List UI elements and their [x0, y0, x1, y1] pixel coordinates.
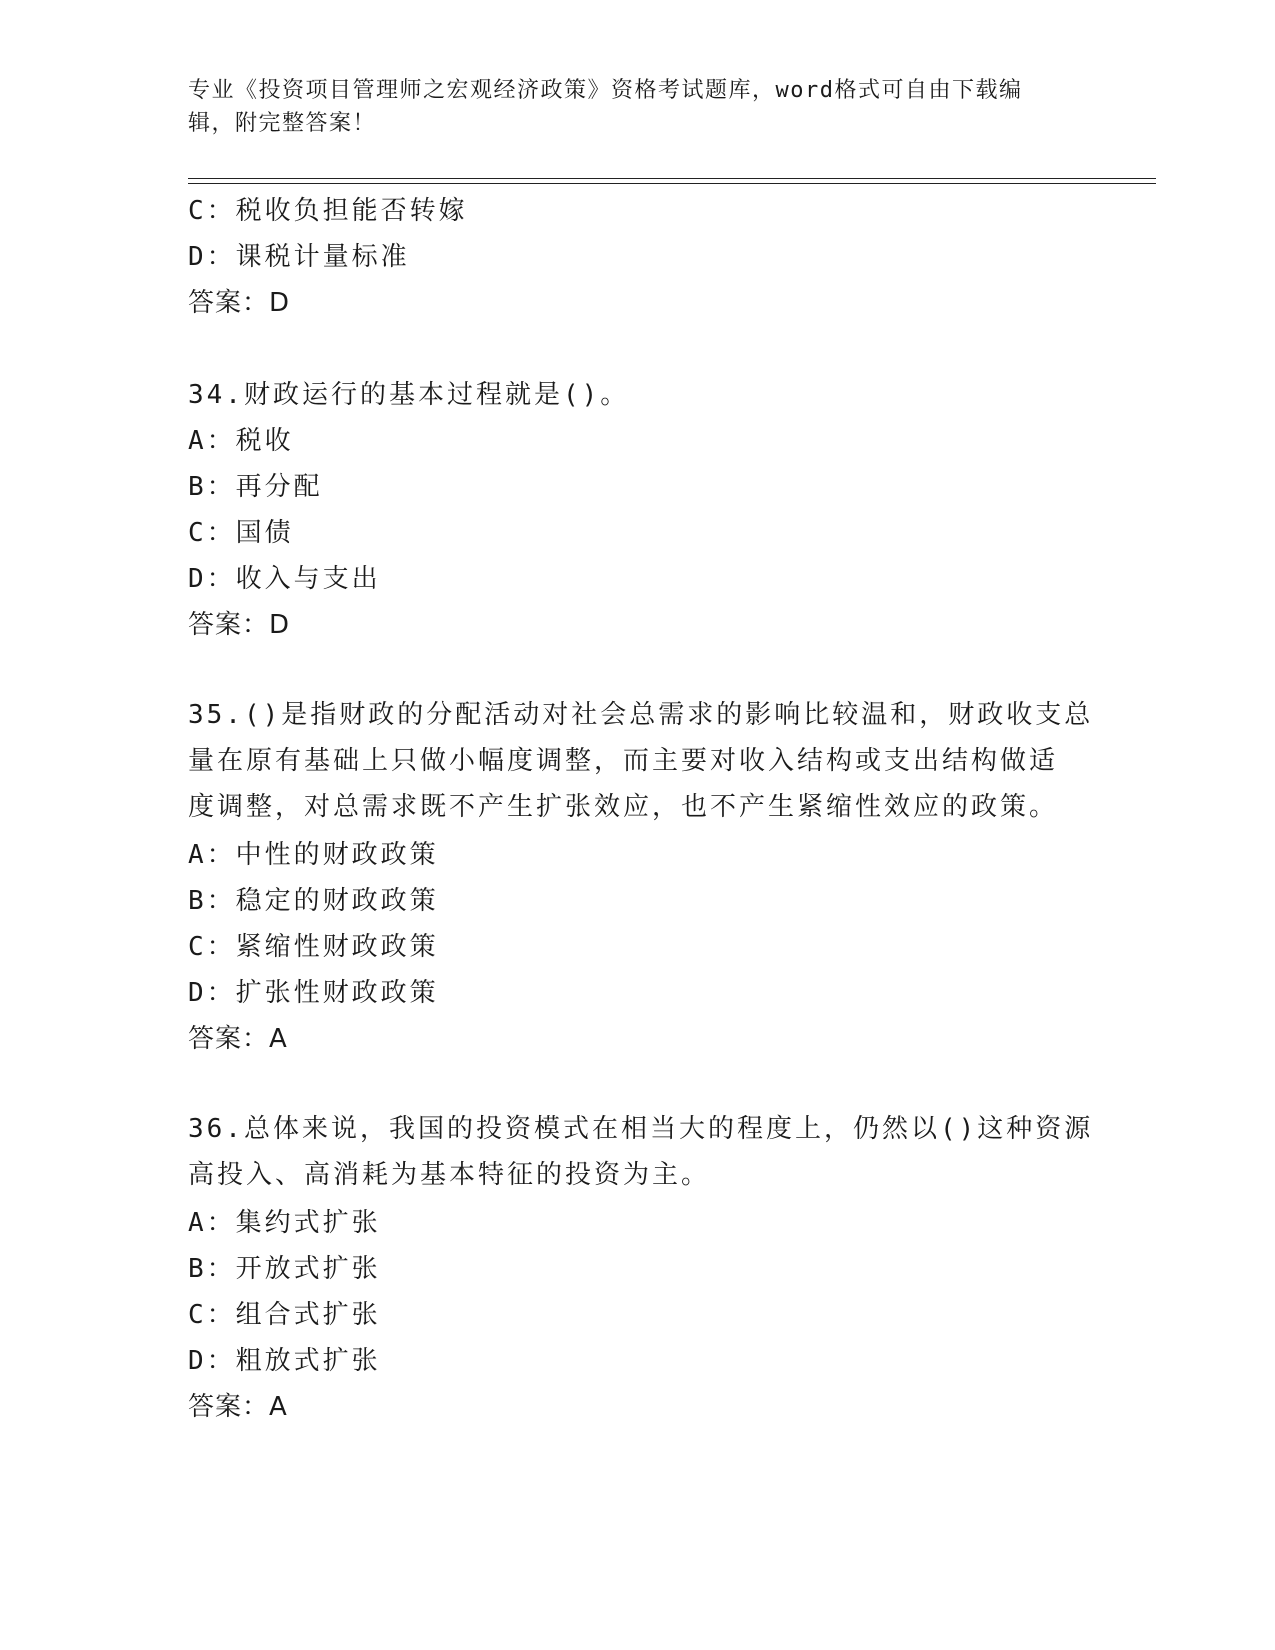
spacer	[188, 326, 1088, 372]
question-stem-line-1: 35.()是指财政的分配活动对社会总需求的影响比较温和，财政收支总	[188, 700, 1094, 730]
option-b: B：再分配	[188, 472, 323, 502]
option-d: D：粗放式扩张	[188, 1346, 381, 1376]
spacer	[188, 1062, 1088, 1108]
header-line-1: 专业《投资项目管理师之宏观经济政策》资格考试题库，word格式可自由下载编	[188, 78, 1023, 103]
option-a: A：集约式扩张	[188, 1208, 381, 1238]
question-stem-line-2: 量在原有基础上只做小幅度调整，而主要对收入结构或支出结构做适	[188, 746, 1059, 776]
option-b: B：稳定的财政政策	[188, 886, 439, 916]
question-stem-line-3: 度调整，对总需求既不产生扩张效应，也不产生紧缩性效应的政策。	[188, 792, 1059, 822]
header-divider-top	[188, 178, 1156, 179]
answer: 答案：A	[188, 1392, 288, 1422]
option-c: C：紧缩性财政政策	[188, 932, 439, 962]
question-stem-line-2: 高投入、高消耗为基本特征的投资为主。	[188, 1160, 711, 1190]
option-a: A：中性的财政政策	[188, 840, 439, 870]
option-c: C：国债	[188, 518, 294, 548]
spacer	[188, 648, 1088, 694]
question-list	[188, 188, 1094, 1430]
header-divider-bottom	[188, 183, 1156, 184]
document-header	[188, 74, 1088, 140]
option-c: C：税收负担能否转嫁	[188, 196, 468, 226]
question-stem: 34.财政运行的基本过程就是()。	[188, 380, 630, 410]
answer: 答案：D	[188, 288, 291, 318]
option-d: D：扩张性财政政策	[188, 978, 439, 1008]
answer: 答案：A	[188, 1024, 288, 1054]
option-d: D：课税计量标准	[188, 242, 410, 272]
option-d: D：收入与支出	[188, 564, 381, 594]
answer: 答案：D	[188, 610, 291, 640]
header-line-2: 辑，附完整答案！	[188, 111, 377, 136]
question-35	[188, 694, 1094, 1062]
question-stem-line-1: 36.总体来说，我国的投资模式在相当大的程度上，仍然以()这种资源	[188, 1114, 1094, 1144]
question-33	[188, 188, 1088, 326]
option-b: B：开放式扩张	[188, 1254, 381, 1284]
question-34	[188, 372, 1088, 648]
option-c: C：组合式扩张	[188, 1300, 381, 1330]
question-36	[188, 1108, 1094, 1430]
option-a: A：税收	[188, 426, 294, 456]
